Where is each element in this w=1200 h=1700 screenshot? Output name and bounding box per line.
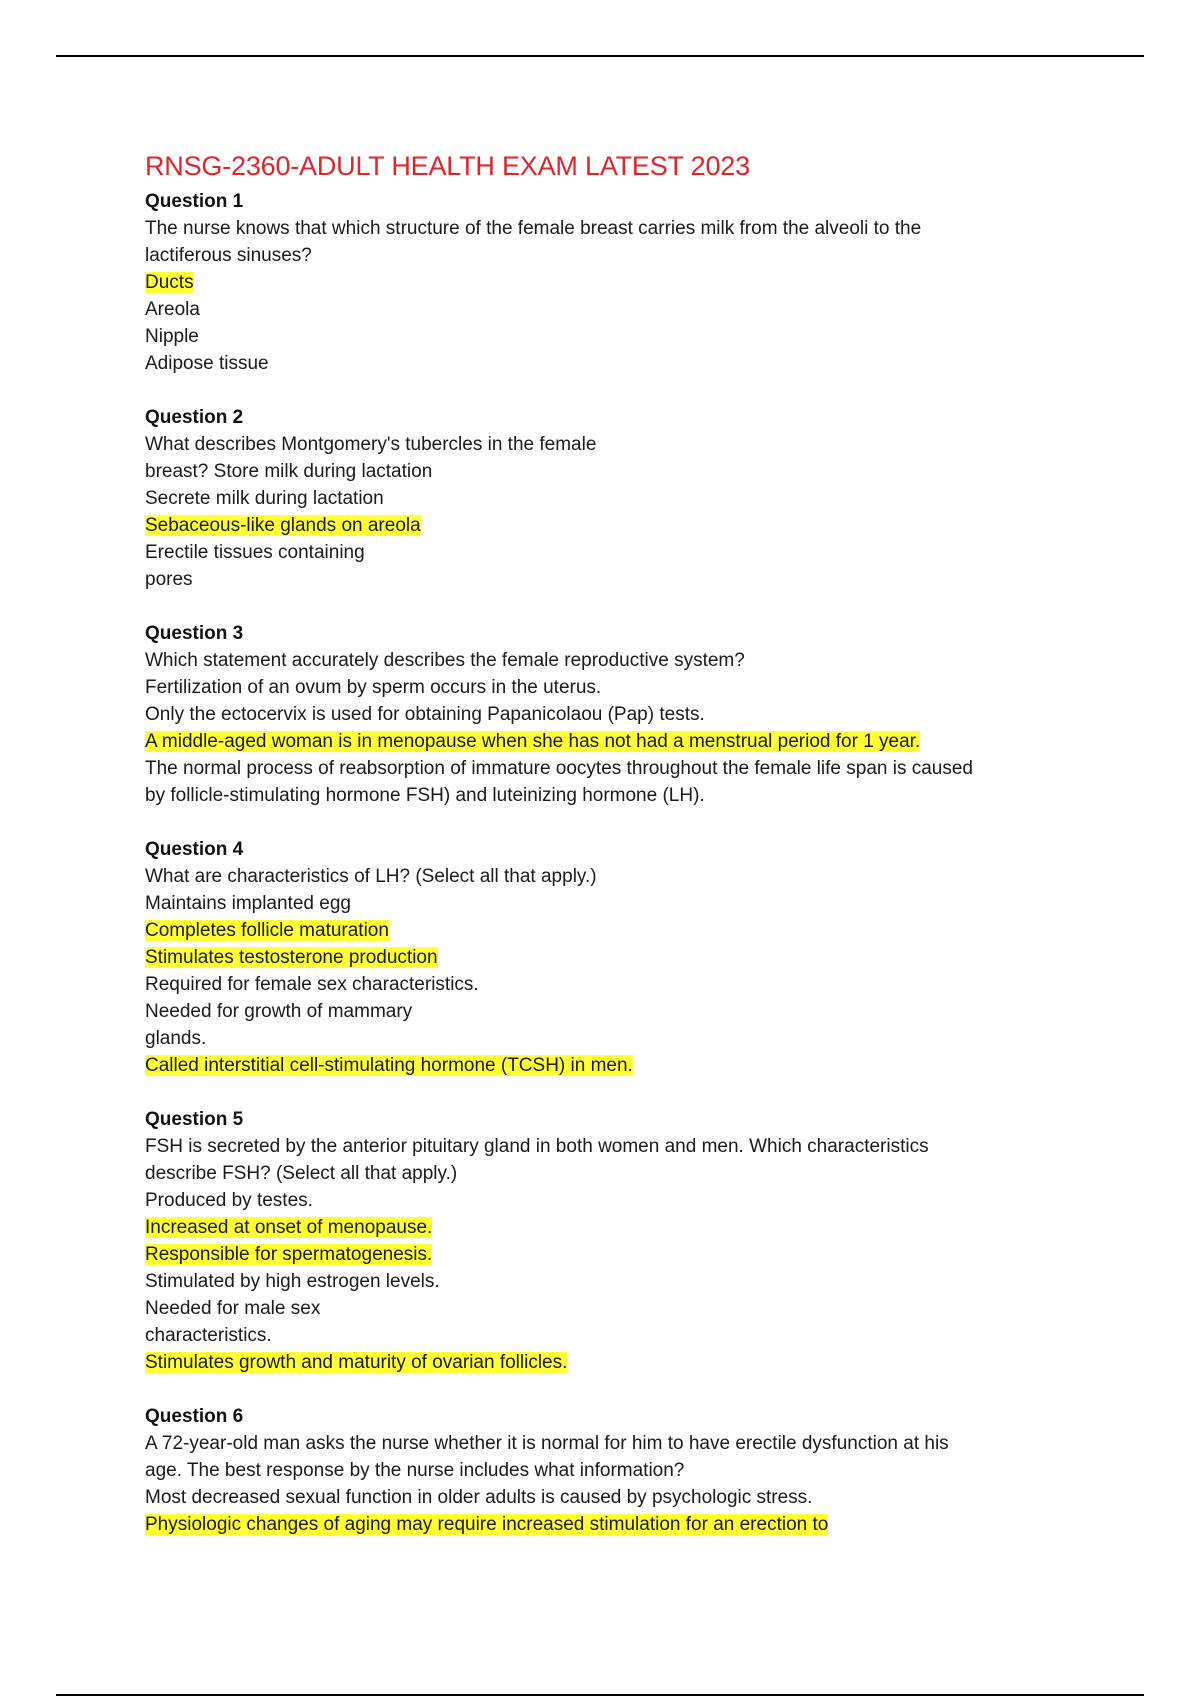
line-text: What are characteristics of LH? (Select all that apply.) [145,866,597,887]
line-text: Most decreased sexual function in older adults is caused by psychologic stress. [145,1487,813,1508]
question-text-line [145,1025,1065,1052]
question-block-4 [145,836,1065,1079]
highlighted-text: Responsible for spermatogenesis. [145,1244,433,1265]
highlighted-answer-line [145,1349,1065,1376]
question-text-line [145,782,1065,809]
highlighted-answer-line [145,944,1065,971]
line-text: The nurse knows that which structure of the female breast carries milk from the alveoli to the [145,218,922,239]
question-heading: Question 1 [145,191,244,212]
document-title: RNSG-2360-ADULT HEALTH EXAM LATEST 2023 [145,151,750,181]
question-heading: Question 4 [145,839,244,860]
highlighted-text: Stimulates growth and maturity of ovarian follicles. [145,1352,568,1373]
question-block-5 [145,1106,1065,1376]
question-text-line [145,485,1065,512]
question-text-line [145,1187,1065,1214]
highlighted-text: Increased at onset of menopause. [145,1217,433,1238]
line-text: Needed for male sex [145,1298,321,1319]
questions-list [145,188,1065,1538]
highlighted-text: Stimulates testosterone production [145,947,438,968]
question-text-line [145,998,1065,1025]
line-text: The normal process of reabsorption of immature oocytes throughout the female life span is caused [145,758,973,779]
highlighted-answer-line [145,728,1065,755]
question-text-line [145,674,1065,701]
line-text: A 72-year-old man asks the nurse whether it is normal for him to have erectile dysfunction at his [145,1433,949,1454]
line-text: pores [145,569,193,590]
line-text: breast? Store milk during lactation [145,461,433,482]
highlighted-text: Called interstitial cell-stimulating hormone (TCSH) in men. [145,1055,633,1076]
bottom-rule [56,1694,1144,1696]
question-text-line [145,755,1065,782]
question-heading: Question 5 [145,1109,244,1130]
line-text: Areola [145,299,200,320]
line-text: Erectile tissues containing [145,542,365,563]
line-text: age. The best response by the nurse includes what information? [145,1460,685,1481]
line-text: Adipose tissue [145,353,269,374]
question-text-line [145,1295,1065,1322]
line-text: Needed for growth of mammary [145,1001,413,1022]
highlighted-answer-line [145,1214,1065,1241]
line-text: Maintains implanted egg [145,893,351,914]
highlighted-answer-line [145,1241,1065,1268]
highlighted-answer-line [145,1052,1065,1079]
question-text-line [145,242,1065,269]
question-text-line [145,1133,1065,1160]
question-text-line [145,890,1065,917]
highlighted-text: Sebaceous-like glands on areola [145,515,421,536]
line-text: What describes Montgomery's tubercles in the female [145,434,597,455]
question-block-1 [145,188,1065,377]
question-text-line [145,566,1065,593]
question-text-line [145,296,1065,323]
question-text-line [145,1268,1065,1295]
line-text: Fertilization of an ovum by sperm occurs in the uterus. [145,677,602,698]
question-text-line [145,1484,1065,1511]
line-text: lactiferous sinuses? [145,245,312,266]
line-text: describe FSH? (Select all that apply.) [145,1163,458,1184]
question-text-line [145,539,1065,566]
line-text: FSH is secreted by the anterior pituitary gland in both women and men. Which characteristics [145,1136,929,1157]
question-text-line [145,701,1065,728]
highlighted-text: Ducts [145,272,194,293]
question-heading: Question 6 [145,1406,244,1427]
line-text: Stimulated by high estrogen levels. [145,1271,440,1292]
question-text-line [145,1160,1065,1187]
question-text-line [145,215,1065,242]
line-text: Produced by testes. [145,1190,313,1211]
highlighted-answer-line [145,512,1065,539]
question-text-line [145,863,1065,890]
line-text: Nipple [145,326,199,347]
line-text: by follicle-stimulating hormone FSH) and luteinizing hormone (LH). [145,785,705,806]
top-rule [56,55,1144,57]
question-block-6 [145,1403,1065,1538]
highlighted-text: Completes follicle maturation [145,920,389,941]
highlighted-answer-line [145,269,1065,296]
highlighted-answer-line [145,917,1065,944]
question-heading: Question 2 [145,407,244,428]
question-text-line [145,350,1065,377]
line-text: characteristics. [145,1325,272,1346]
document-body [145,146,1065,1565]
line-text: Which statement accurately describes the female reproductive system? [145,650,745,671]
question-block-2 [145,404,1065,593]
question-text-line [145,431,1065,458]
highlighted-text: A middle-aged woman is in menopause when she has not had a menstrual period for 1 year. [145,731,921,752]
highlighted-answer-line [145,1511,1065,1538]
line-text: glands. [145,1028,207,1049]
question-text-line [145,458,1065,485]
question-text-line [145,1430,1065,1457]
line-text: Only the ectocervix is used for obtaining Papanicolaou (Pap) tests. [145,704,705,725]
question-text-line [145,971,1065,998]
line-text: Secrete milk during lactation [145,488,384,509]
question-text-line [145,1322,1065,1349]
line-text: Required for female sex characteristics. [145,974,479,995]
question-heading: Question 3 [145,623,244,644]
question-text-line [145,647,1065,674]
highlighted-text: Physiologic changes of aging may require increased stimulation for an erection to [145,1514,829,1535]
question-text-line [145,1457,1065,1484]
question-block-3 [145,620,1065,809]
question-text-line [145,323,1065,350]
